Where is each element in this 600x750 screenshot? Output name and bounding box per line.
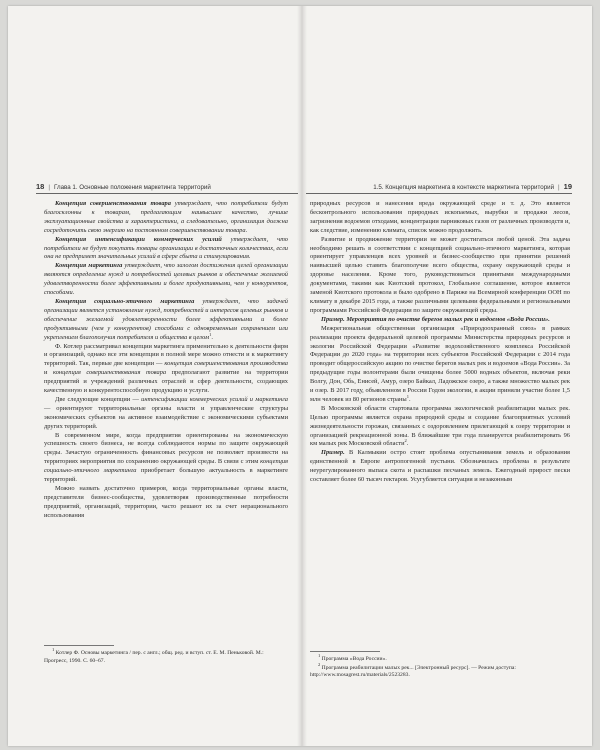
footnote-text: Программа реабилитации малых рек... [Электронный ресурс]. — Режим доступа: http://www.mosagrest.ru/materials/2523283. [310, 664, 516, 679]
term: Концепция совершенствования товара [55, 200, 171, 207]
footnote [310, 661, 570, 680]
left-body-text [44, 200, 288, 521]
footnote-text: Программа «Вода России». [321, 656, 387, 662]
footnote-ref: 1 [406, 393, 409, 399]
text-italic: интенсификации коммерческих усилий и маркетинга [141, 395, 288, 403]
right-running-header [306, 181, 572, 193]
left-chapter-title: Глава 1. Основные положения маркетинга территорий [53, 184, 211, 191]
paragraph [44, 343, 288, 396]
paragraph [310, 449, 570, 485]
example-title: Пример. Мероприятия по очистке берегов малых рек и водоемов «Вода России». [321, 315, 550, 323]
text: . [406, 440, 409, 448]
paragraph [44, 432, 288, 485]
footnote-ref: 1 [209, 331, 212, 337]
text: В Калмыкии остро стоит проблема опустынивания земель и образования единственной в Европе антропогенной пустыни. Обозначилась проблема в результате неурегулированного выпаса скота и распашки песчаных земель. Ежегодный прирост пески составляет более 60 тысяч гектаров. Усугубляется ситуация и незаконным [310, 449, 570, 484]
left-page [8, 6, 298, 746]
paragraph [310, 405, 570, 450]
text: . [408, 395, 411, 403]
paragraph [44, 236, 288, 263]
right-footnotes [310, 651, 570, 681]
footnote-mark: 1 [52, 647, 55, 653]
text: Межрегиональная общественная организация «Природоохранный союз» в рамках реализации проекта федеральной целевой программы Министерства природных ресурсов и экологии Российской Федерации «Развитие водохозяйственного комплекса Российской Федерации до 2020 года» на территории всех субъектов Российской Федерации с 2014 года проводит общероссийскую акцию по очистке берегов малых рек и водоемов «Вода России». За предыдущие годы волонтерами были очищены более 5000 водных объектов, включая реки Волгу, Дон, Обь, Енисей, Амур, озеро Байкал, Ладожское озеро, а также множество малых рек и озер. В 2017 году, объявленном в России Годом экологии, в акции приняли участие более 1,5 млн человек из 80 регионов страны [310, 324, 570, 403]
footnote-text: Котлер Ф. Основы маркетинга / пер. с англ.; общ. ред. и вступ. ст. Е. М. Пеньковой. М.: Прогресс, 1990. С. 60–67. [44, 650, 264, 664]
right-body-text [310, 200, 570, 485]
footnote-ref: 2 [404, 438, 407, 444]
text: предполагают развитие на территории предприятий и учреждений различных отраслей и сфер деятельности, создающих качественную и конкурентоспособную продукцию и услуги. [44, 369, 288, 395]
paragraph [44, 262, 288, 298]
text: и [44, 369, 53, 377]
paragraph [310, 325, 570, 405]
text: Две следующие концепции — [55, 395, 142, 403]
left-header-rule [36, 193, 298, 194]
footnote-rule [44, 645, 114, 646]
right-page-number: 19 [563, 182, 572, 191]
term: Концепция социально-этичного маркетинга [55, 297, 195, 305]
text: В современном мире, когда предприятия ориентированы на экономическую успешность своего бизнеса, не всегда соблюдаются нормы по защите окружающей среды. Зачастую ограниченность финансовых ресурсов не позволяет произвести на территориях мероприятия по сохранению окружающей среды. В связи с этим [44, 431, 288, 466]
example-label: Пример. [321, 449, 345, 457]
definition: утверждает, что задачей организации является установление нужд, потребностей и интересов целевых рынков и обеспечение желаемой удовлетворенности более эффективными и более продуктивными (чем у конкурентов) способами с одновременным сохранением или укреплением благополучия потребителя и общества в целом [44, 297, 288, 341]
text-italic: концепция совершенствования товара [52, 369, 167, 377]
paragraph: Можно назвать достаточно примеров, когда территориальные органы власти, представители бизнес-сообщества, удовлетворяя производственные потребности предприятий, организаций, территории, часто решают их за счет нерационального использования [44, 485, 288, 519]
text: В Московской области стартовала программа экологической реабилитации малых рек. Целью программы является охрана природной среды и создание благоприятных условий жизнедеятельности горожан, связанных с оздоровлением прилегающей к озеру территории и организацией рекреационной зоны. В ближайшие три года планируется реабилитировать 96 км малых рек Московской области [310, 404, 570, 448]
footnote-mark: 1 [318, 653, 321, 659]
left-footnotes [44, 645, 286, 666]
right-section-title: 1.5. Концепция маркетинга в контексте маркетинга территорий [373, 184, 555, 191]
paragraph: Концепция социально-этичного маркетинга утверждает, что задачей организации является установление нужд, потребностей и интересов целевых рынков и обеспечение желаемой удовлетворенности более эффективными и более продуктивными (чем у конкурентов) способами с одновременным сохранением или укреплением благополучия потребителя и общества в целом$^1$. [44, 297, 288, 341]
text: Ф. Котлер рассматривал концепции маркетинга применительно к деятельности фирм и организаций, однако все эти концепции в полной мере можно отнести и к маркетингу территорий. Так, первые две концепции — [44, 342, 288, 368]
definition: утверждает, что потребители будут благосклонны к товарам, предлагающим наивысшее качество, лучшие эксплуатационные свойства и характеристики, а следовательно, организация должна сосредоточить свою энергию на постоянном совершенствовании товара. [44, 200, 288, 234]
footnote [44, 647, 286, 665]
footnote [310, 653, 570, 664]
text-italic: концепция совершенствования производства [164, 360, 288, 368]
header-divider: | [48, 184, 50, 191]
text: приобретает большую актуальность в маркетинге территорий. [44, 467, 288, 484]
footnote-mark: 2 [318, 661, 321, 667]
text: — ориентируют территориальные органы власти и управленческие структуры экономических субъектов на активное взаимодействие с экономическими субъектами других территорий. [44, 404, 288, 430]
paragraph: природных ресурсов и нанесения вреда окружающей среде и т. д. Это является бесконтрольного использования природных ископаемых, вырубки и продажи лесов, загрязнения водоемов отходами, концентрации парниковых газов от различных производств и, как следствие, изменению климата, список можно продолжить. [310, 200, 570, 234]
definition: утверждает, что залогом достижения целей организации являются определение нужд и потребностей целевых рынков и обеспечение желаемой удовлетворенности более эффективными и более продуктивными, чем у конкурентов, способами. [44, 262, 288, 297]
example-heading [310, 316, 570, 325]
text-italic: концепция социально-этичного маркетинга [44, 458, 288, 475]
term: Концепция маркетинга [55, 262, 123, 270]
paragraph [44, 200, 288, 236]
paragraph: Развитие и продвижение территории не может достигаться любой ценой. Эта задача необходимо решать в соответствии с концепцией социально-этичного маркетинга, которая ориентирует управленцев всех уровней и бизнес-сообщество при принятии решений наивысшей целью ставить благополучие всего общества, охрану окружающей среды и здоровье населения. Кроме того, руководствоваться принятыми международными документами, такими как Киотский протокол, Глобальное соглашение, которое является заменой Киотского протокола и было одобрено в Париже на Всемирной конференции ООН по климату в декабре 2015 года, а также различными целевыми федеральными и региональными программами Российской Федерации по защите окружающей среды. [310, 235, 570, 314]
right-page [306, 6, 592, 746]
book-spread [8, 6, 592, 746]
paragraph [44, 396, 288, 432]
footnote-rule [310, 651, 380, 652]
header-divider: | [558, 184, 560, 191]
left-running-header [36, 181, 298, 193]
left-page-number: 18 [36, 182, 45, 191]
definition: утверждает, что потребители не будут покупать товары организации в достаточных количествах, если она не предпримет значительных усилий в сфере сбыта и стимулирования. [44, 235, 288, 261]
term: Концепция интенсификации коммерческих усилий [55, 235, 222, 243]
right-header-rule [306, 193, 572, 194]
